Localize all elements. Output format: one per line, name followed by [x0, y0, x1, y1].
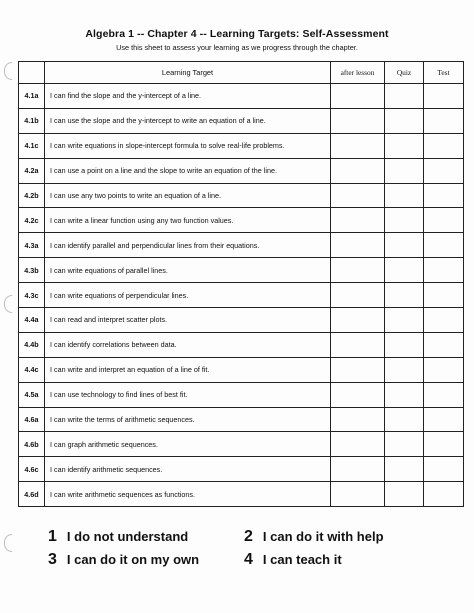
quiz-cell[interactable] [385, 158, 424, 183]
quiz-cell[interactable] [385, 133, 424, 158]
quiz-cell[interactable] [385, 432, 424, 457]
test-cell[interactable] [424, 183, 464, 208]
after-lesson-cell[interactable] [331, 108, 385, 133]
table-row [19, 308, 464, 333]
test-cell[interactable] [424, 133, 464, 158]
table-row [19, 432, 464, 457]
legend-item-3 [48, 551, 199, 569]
table-row [19, 283, 464, 308]
table-row [19, 258, 464, 283]
legend-number: 2 [244, 528, 253, 545]
quiz-cell[interactable] [385, 308, 424, 333]
after-lesson-cell[interactable] [331, 482, 385, 507]
legend-item-2 [244, 528, 384, 546]
legend-number: 3 [48, 551, 57, 568]
legend-item-4 [244, 551, 342, 569]
test-cell[interactable] [424, 208, 464, 233]
target-id: 4.6a [19, 407, 45, 432]
column-header-learning-target: Learning Target [45, 62, 331, 84]
target-description: I can use any two points to write an equation of a line. [45, 183, 331, 208]
target-id: 4.6b [19, 432, 45, 457]
test-cell[interactable] [424, 108, 464, 133]
page-subtitle: Use this sheet to assess your learning as we progress through the chapter. [116, 43, 358, 52]
test-cell[interactable] [424, 432, 464, 457]
after-lesson-cell[interactable] [331, 457, 385, 482]
after-lesson-cell[interactable] [331, 357, 385, 382]
target-description: I can write arithmetic sequences as functions. [45, 482, 331, 507]
legend-text: I can do it on my own [66, 552, 200, 567]
binder-hole [4, 295, 12, 313]
learning-targets-table [18, 61, 464, 507]
target-description: I can write and interpret an equation of a line of fit. [45, 357, 331, 382]
legend-text: I can teach it [262, 552, 342, 567]
page-title: Algebra 1 -- Chapter 4 -- Learning Targets: Self-Assessment [85, 28, 389, 40]
target-id: 4.4a [19, 308, 45, 333]
quiz-cell[interactable] [385, 407, 424, 432]
target-id: 4.6c [19, 457, 45, 482]
target-description: I can write equations of perpendicular lines. [45, 283, 331, 308]
quiz-cell[interactable] [385, 233, 424, 258]
table-row [19, 233, 464, 258]
quiz-cell[interactable] [385, 482, 424, 507]
table-row [19, 84, 464, 109]
target-description: I can write the terms of arithmetic sequences. [45, 407, 331, 432]
table-row [19, 133, 464, 158]
target-id: 4.3c [19, 283, 45, 308]
after-lesson-cell[interactable] [331, 233, 385, 258]
after-lesson-cell[interactable] [331, 407, 385, 432]
test-cell[interactable] [424, 382, 464, 407]
column-header-after-lesson: after lesson [331, 62, 385, 84]
target-description: I can identify correlations between data. [45, 332, 331, 357]
quiz-cell[interactable] [385, 457, 424, 482]
target-description: I can graph arithmetic sequences. [45, 432, 331, 457]
target-description: I can read and interpret scatter plots. [45, 308, 331, 333]
after-lesson-cell[interactable] [331, 283, 385, 308]
binder-hole [4, 62, 12, 80]
table-row [19, 482, 464, 507]
target-description: I can write equations in slope-intercept formula to solve real-life problems. [45, 133, 331, 158]
quiz-cell[interactable] [385, 332, 424, 357]
after-lesson-cell[interactable] [331, 382, 385, 407]
after-lesson-cell[interactable] [331, 183, 385, 208]
test-cell[interactable] [424, 457, 464, 482]
test-cell[interactable] [424, 258, 464, 283]
quiz-cell[interactable] [385, 258, 424, 283]
quiz-cell[interactable] [385, 357, 424, 382]
table-row [19, 332, 464, 357]
table-row [19, 108, 464, 133]
test-cell[interactable] [424, 407, 464, 432]
table-header-row [19, 62, 464, 84]
test-cell[interactable] [424, 233, 464, 258]
quiz-cell[interactable] [385, 84, 424, 109]
test-cell[interactable] [424, 332, 464, 357]
target-description: I can write a linear function using any two function values. [45, 208, 331, 233]
target-id: 4.3b [19, 258, 45, 283]
test-cell[interactable] [424, 158, 464, 183]
target-description: I can identify arithmetic sequences. [45, 457, 331, 482]
binder-hole [4, 534, 12, 552]
test-cell[interactable] [424, 357, 464, 382]
after-lesson-cell[interactable] [331, 432, 385, 457]
after-lesson-cell[interactable] [331, 158, 385, 183]
after-lesson-cell[interactable] [331, 208, 385, 233]
table-row [19, 208, 464, 233]
column-header-quiz: Quiz [385, 62, 424, 84]
target-id: 4.2b [19, 183, 45, 208]
target-id: 4.4b [19, 332, 45, 357]
target-id: 4.1a [19, 84, 45, 109]
target-description: I can use technology to find lines of best fit. [45, 382, 331, 407]
test-cell[interactable] [424, 84, 464, 109]
target-description: I can find the slope and the y-intercept of a line. [45, 84, 331, 109]
legend-number: 4 [244, 551, 253, 568]
target-description: I can identify parallel and perpendicular lines from their equations. [45, 233, 331, 258]
after-lesson-cell[interactable] [331, 332, 385, 357]
test-cell[interactable] [424, 308, 464, 333]
legend-text: I can do it with help [262, 529, 384, 544]
column-header-id [19, 62, 45, 84]
target-id: 4.6d [19, 482, 45, 507]
after-lesson-cell[interactable] [331, 84, 385, 109]
target-id: 4.5a [19, 382, 45, 407]
test-cell[interactable] [424, 283, 464, 308]
target-id: 4.4c [19, 357, 45, 382]
target-description: I can use a point on a line and the slope to write an equation of the line. [45, 158, 331, 183]
quiz-cell[interactable] [385, 183, 424, 208]
quiz-cell[interactable] [385, 283, 424, 308]
quiz-cell[interactable] [385, 208, 424, 233]
table-row [19, 382, 464, 407]
quiz-cell[interactable] [385, 382, 424, 407]
after-lesson-cell[interactable] [331, 308, 385, 333]
test-cell[interactable] [424, 482, 464, 507]
target-id: 4.3a [19, 233, 45, 258]
target-description: I can write equations of parallel lines. [45, 258, 331, 283]
target-id: 4.2c [19, 208, 45, 233]
table-row [19, 183, 464, 208]
legend-number: 1 [48, 528, 57, 545]
target-description: I can use the slope and the y-intercept to write an equation of a line. [45, 108, 331, 133]
table-row [19, 357, 464, 382]
legend-text: I do not understand [66, 529, 189, 544]
target-id: 4.1b [19, 108, 45, 133]
quiz-cell[interactable] [385, 108, 424, 133]
legend-item-1 [48, 528, 188, 546]
target-id: 4.1c [19, 133, 45, 158]
after-lesson-cell[interactable] [331, 258, 385, 283]
after-lesson-cell[interactable] [331, 133, 385, 158]
table-row [19, 457, 464, 482]
target-id: 4.2a [19, 158, 45, 183]
table-row [19, 407, 464, 432]
table-row [19, 158, 464, 183]
column-header-test: Test [424, 62, 464, 84]
